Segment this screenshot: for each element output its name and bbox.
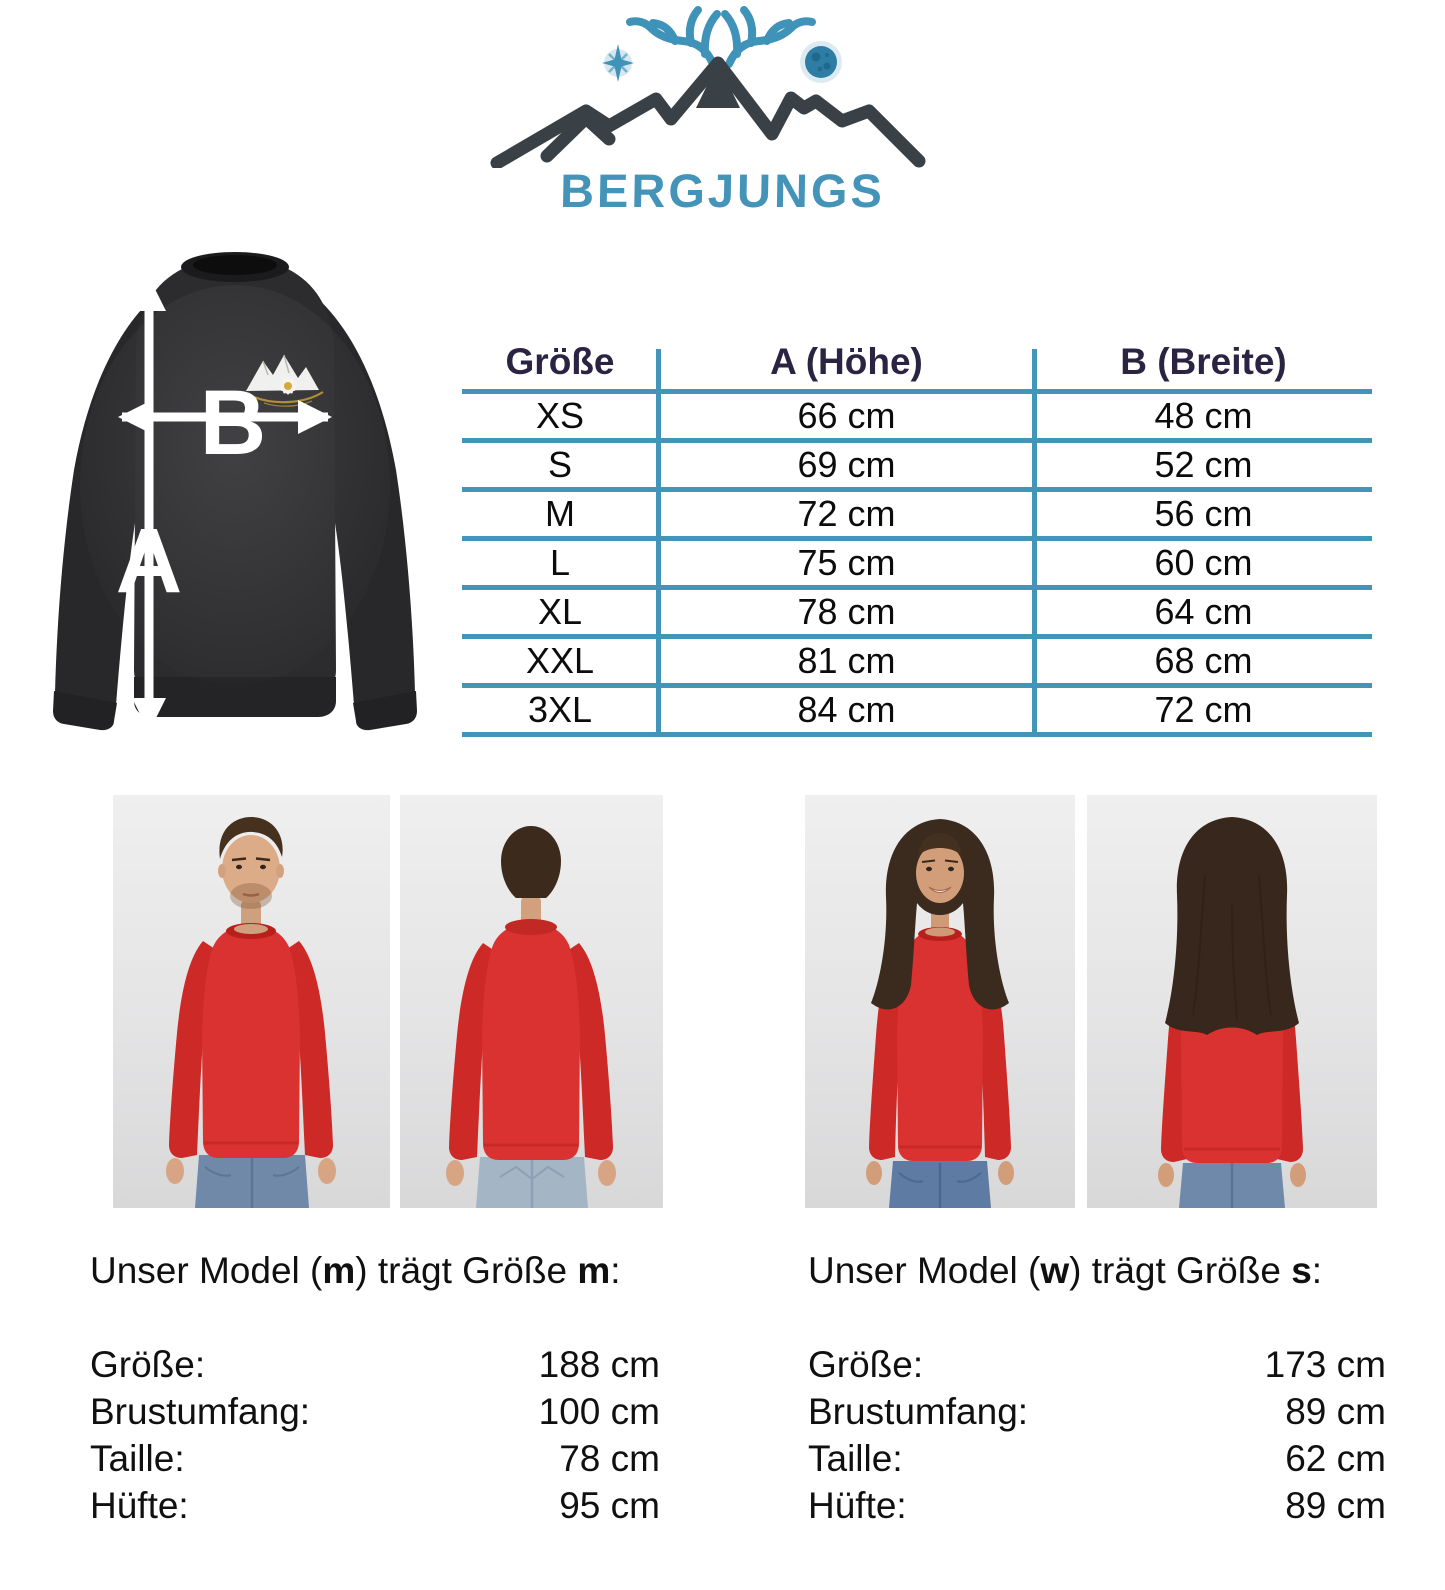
sweatshirt-graphic bbox=[53, 252, 417, 730]
column-header-width: B (Breite) bbox=[1120, 341, 1287, 382]
female-model-caption bbox=[808, 1250, 1322, 1292]
measurement-row bbox=[90, 1435, 660, 1482]
brand-logo-graphic bbox=[487, 6, 957, 168]
measurement-row bbox=[90, 1482, 660, 1529]
caption-size: m bbox=[577, 1250, 611, 1291]
size-cell: XS bbox=[535, 395, 585, 436]
height-cell: 75 cm bbox=[797, 542, 896, 583]
measurement-row bbox=[90, 1388, 660, 1435]
size-table-row-xxl bbox=[462, 639, 1372, 688]
measurement-value: 95 cm bbox=[559, 1485, 660, 1526]
height-cell: 69 cm bbox=[797, 444, 896, 485]
width-cell: 72 cm bbox=[1154, 689, 1253, 730]
measurement-label: Hüfte: bbox=[808, 1485, 907, 1526]
size-table-row-l bbox=[462, 541, 1372, 590]
table-vertical-line bbox=[1032, 349, 1037, 737]
measurement-value: 78 cm bbox=[559, 1438, 660, 1479]
width-arrow-label: B bbox=[199, 372, 267, 474]
caption-text: : bbox=[610, 1250, 621, 1291]
star-icon bbox=[602, 44, 634, 82]
caption-text: ) trägt Größe bbox=[355, 1250, 578, 1291]
measurement-label: Taille: bbox=[808, 1438, 903, 1479]
caption-gender: w bbox=[1040, 1250, 1070, 1291]
caption-text: ) trägt Größe bbox=[1069, 1250, 1292, 1291]
width-cell: 52 cm bbox=[1154, 444, 1253, 485]
size-table-row-xl bbox=[462, 590, 1372, 639]
size-table-row-s bbox=[462, 443, 1372, 492]
measurement-row bbox=[808, 1482, 1386, 1529]
caption-size: s bbox=[1291, 1250, 1312, 1291]
caption-text: Unser Model ( bbox=[808, 1250, 1041, 1291]
column-header-size: Größe bbox=[505, 341, 615, 382]
caption-gender: m bbox=[322, 1250, 356, 1291]
height-arrow-label: A bbox=[115, 510, 183, 612]
measurement-label: Hüfte: bbox=[90, 1485, 189, 1526]
height-cell: 72 cm bbox=[797, 493, 896, 534]
brand-name: BERGJUNGS bbox=[559, 164, 886, 217]
size-cell: XXL bbox=[525, 640, 595, 681]
model-photo-male-back bbox=[400, 795, 663, 1208]
size-cell: S bbox=[547, 444, 572, 485]
model-photo-male-front bbox=[113, 795, 390, 1208]
measurement-label: Größe: bbox=[90, 1344, 206, 1385]
measurement-value: 89 cm bbox=[1285, 1391, 1386, 1432]
size-table-row-m bbox=[462, 492, 1372, 541]
measurement-row bbox=[808, 1341, 1386, 1388]
measurement-row bbox=[808, 1435, 1386, 1482]
width-cell: 60 cm bbox=[1154, 542, 1253, 583]
height-cell: 78 cm bbox=[797, 591, 896, 632]
column-header-height: A (Höhe) bbox=[770, 341, 923, 382]
width-cell: 48 cm bbox=[1154, 395, 1253, 436]
measurement-value: 100 cm bbox=[538, 1391, 660, 1432]
size-cell: L bbox=[549, 542, 571, 583]
measurement-label: Brustumfang: bbox=[90, 1391, 311, 1432]
size-table-header-row bbox=[462, 337, 1372, 394]
size-cell: XL bbox=[537, 591, 583, 632]
measurement-value: 89 cm bbox=[1285, 1485, 1386, 1526]
measurement-label: Brustumfang: bbox=[808, 1391, 1029, 1432]
moon-icon bbox=[800, 41, 842, 83]
mountains-icon bbox=[497, 63, 919, 163]
size-table-row-xs bbox=[462, 394, 1372, 443]
size-cell: 3XL bbox=[527, 689, 593, 730]
model-photo-female-back bbox=[1087, 795, 1377, 1208]
female-measurements-list bbox=[808, 1341, 1386, 1529]
height-cell: 84 cm bbox=[797, 689, 896, 730]
measurement-row bbox=[90, 1341, 660, 1388]
width-cell: 64 cm bbox=[1154, 591, 1253, 632]
sweatshirt-measure-diagram bbox=[30, 245, 440, 740]
measurement-value: 188 cm bbox=[538, 1344, 660, 1385]
measurement-label: Größe: bbox=[808, 1344, 924, 1385]
male-measurements-list bbox=[90, 1341, 660, 1529]
measurement-value: 173 cm bbox=[1264, 1344, 1386, 1385]
measurement-label: Taille: bbox=[90, 1438, 185, 1479]
width-cell: 56 cm bbox=[1154, 493, 1253, 534]
width-cell: 68 cm bbox=[1154, 640, 1253, 681]
height-cell: 66 cm bbox=[797, 395, 896, 436]
male-model-caption bbox=[90, 1250, 621, 1292]
height-cell: 81 cm bbox=[797, 640, 896, 681]
model-photo-female-front bbox=[805, 795, 1075, 1208]
antlers-icon bbox=[630, 10, 812, 64]
caption-text: : bbox=[1311, 1250, 1323, 1291]
size-table bbox=[462, 337, 1372, 737]
measurement-row bbox=[808, 1388, 1386, 1435]
caption-text: Unser Model ( bbox=[90, 1250, 323, 1291]
measurement-value: 62 cm bbox=[1285, 1438, 1386, 1479]
table-vertical-line bbox=[656, 349, 661, 737]
size-cell: M bbox=[545, 493, 575, 534]
size-table-row-3xl bbox=[462, 688, 1372, 737]
